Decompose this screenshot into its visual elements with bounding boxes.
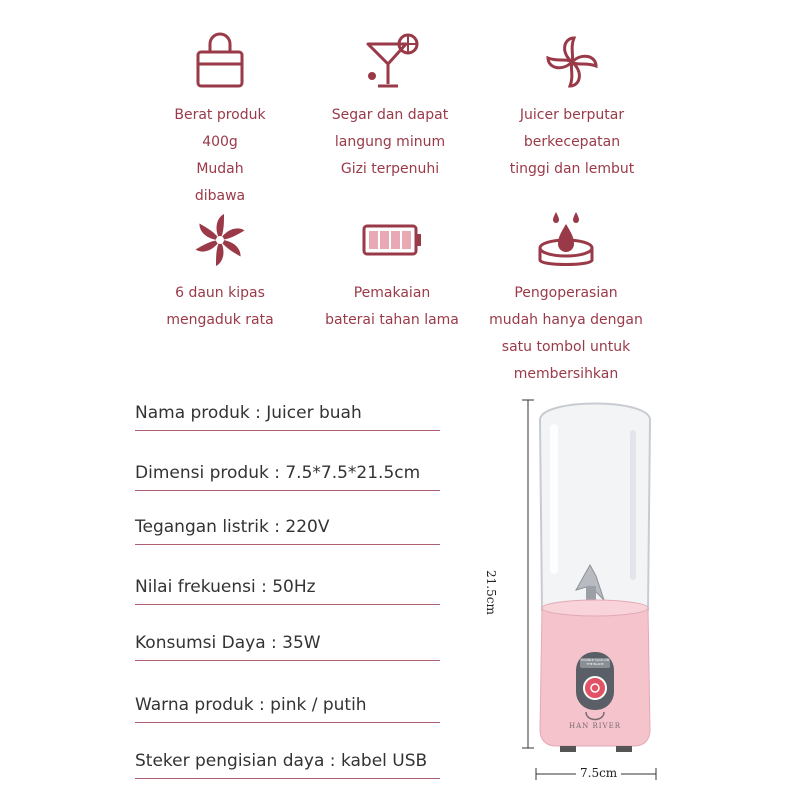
feature-line: Pemakaian (353, 285, 431, 301)
spec-dimensions: Dimensi produk : 7.5*7.5*21.5cm (135, 460, 440, 491)
blender-image (480, 390, 680, 790)
feature-speed (472, 30, 672, 183)
product-illustration (480, 390, 680, 790)
feature-line: Juicer berputar (519, 107, 625, 123)
feature-line: dibawa (194, 188, 246, 204)
battery-icon (360, 208, 424, 272)
feature-line: baterai tahan lama (325, 312, 459, 328)
feature-line: membersihkan (513, 366, 619, 382)
feature-line: Pengoperasian (514, 285, 618, 301)
feature-line: tinggi dan lembut (509, 161, 635, 177)
feature-line: langung minum (334, 134, 446, 150)
water-drop-basin-icon (534, 208, 598, 272)
spec-power: Konsumsi Daya : 35W (135, 630, 440, 661)
spec-product-name: Nama produk : Juicer buah (135, 400, 440, 431)
spec-charging: Steker pengisian daya : kabel USB (135, 748, 440, 779)
button-caption: DOUBLE CLICK ON THE BLADE (581, 658, 609, 666)
feature-fresh (290, 30, 490, 183)
spinning-blades-icon (540, 30, 604, 94)
feature-line: 400g (202, 134, 238, 150)
feature-line: Segar dan dapat (331, 107, 449, 123)
height-label: 21.5cm (484, 570, 498, 615)
six-blade-fan-icon (188, 208, 252, 272)
cocktail-glass-icon (358, 30, 422, 94)
feature-cleaning (466, 208, 666, 388)
feature-battery (292, 208, 492, 334)
brand-label: HAN RIVER (569, 722, 621, 730)
spec-frequency: Nilai frekuensi : 50Hz (135, 574, 440, 605)
spec-voltage: Tegangan listrik : 220V (135, 514, 440, 545)
width-label: 7.5cm (576, 766, 621, 780)
feature-line: Mudah (196, 161, 244, 177)
feature-line: mudah hanya dengan (489, 312, 643, 328)
spec-color: Warna produk : pink / putih (135, 692, 440, 723)
shopping-bag-icon (188, 30, 252, 94)
feature-line: satu tombol untuk (501, 339, 631, 355)
feature-line: berkecepatan (523, 134, 621, 150)
feature-line: Gizi terpenuhi (340, 161, 440, 177)
feature-blades (120, 208, 320, 334)
feature-line: mengaduk rata (166, 312, 274, 328)
feature-line: Berat produk (174, 107, 266, 123)
feature-line: 6 daun kipas (175, 285, 265, 301)
